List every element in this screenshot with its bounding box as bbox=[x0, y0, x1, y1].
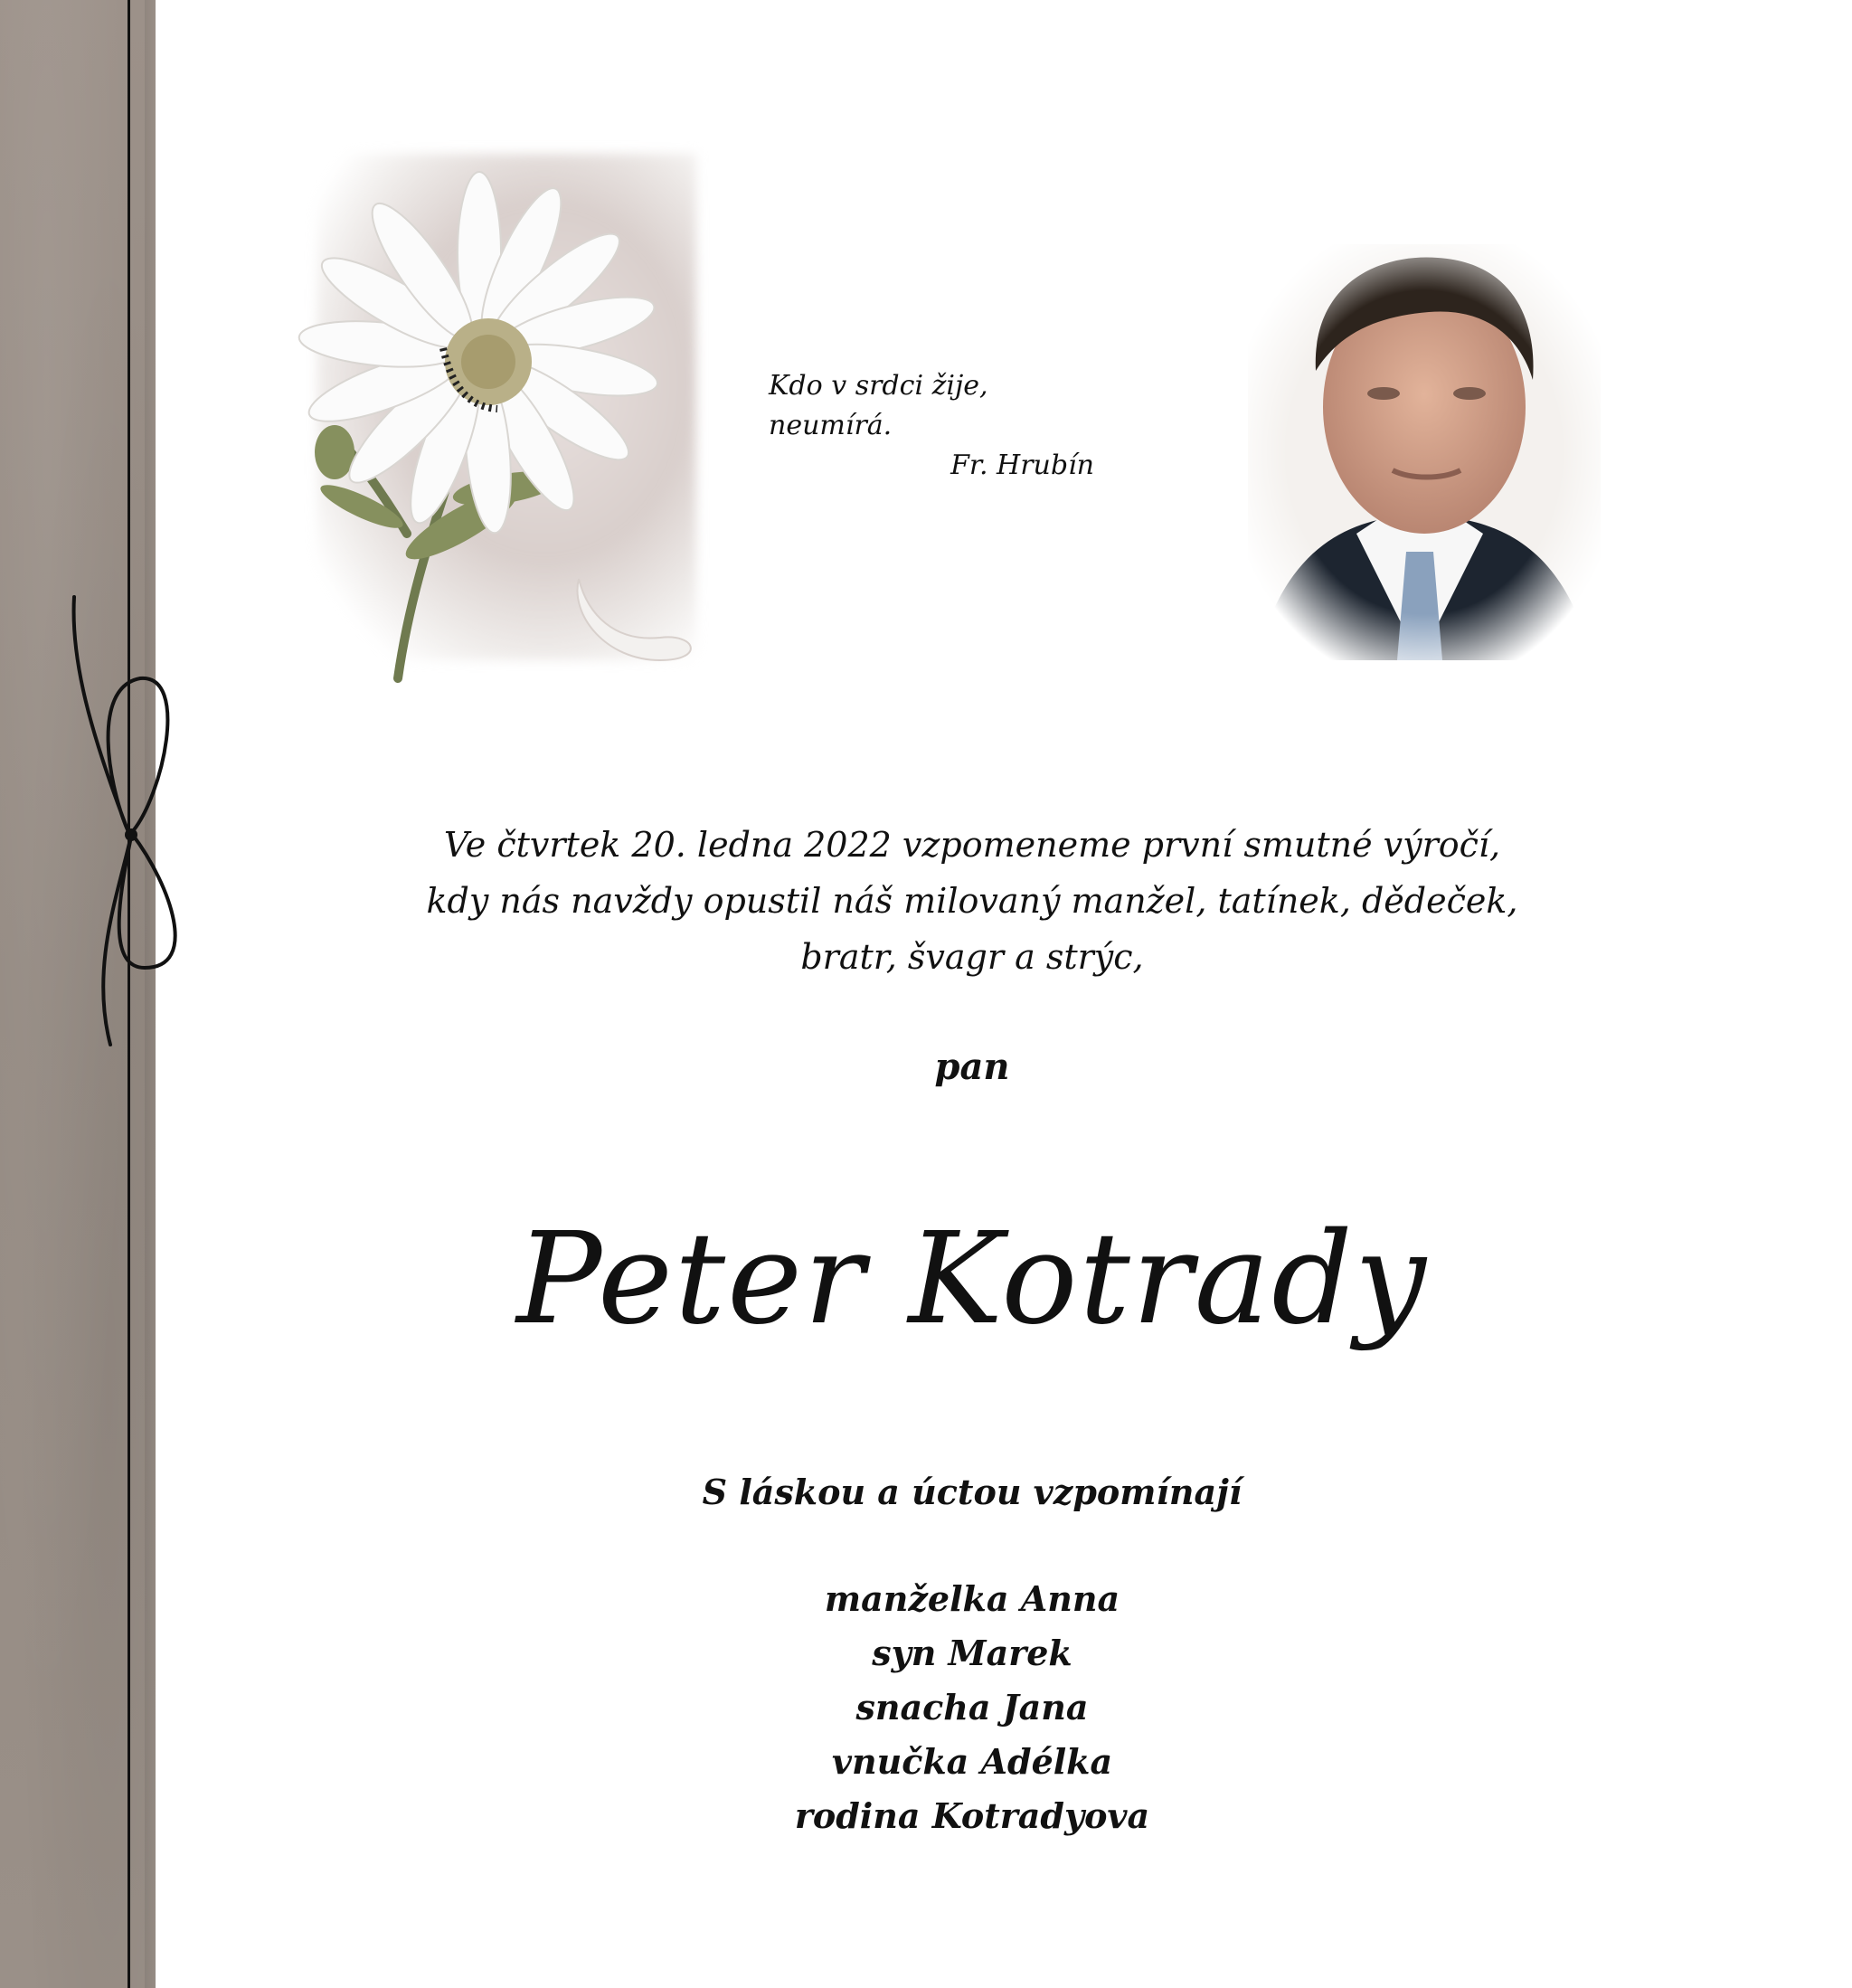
daisy-image bbox=[280, 145, 714, 687]
tribute-line: S láskou a úctou vzpomínají bbox=[702, 1472, 1243, 1512]
intro-line: bratr, švagr a strýc, bbox=[800, 937, 1144, 977]
intro-line: Ve čtvrtek 20. ledna 2022 vzpomeneme první smutné výročí, bbox=[443, 825, 1501, 865]
memorial-intro bbox=[326, 817, 1619, 985]
quote-text: Kdo v srdci žije, neumírá. bbox=[769, 370, 988, 441]
quote-author: Fr. Hrubín bbox=[950, 450, 1094, 481]
family-member: rodina Kotradyova bbox=[794, 1795, 1150, 1836]
family-member: vnučka Adélka bbox=[831, 1741, 1113, 1782]
memorial-quote bbox=[769, 366, 1094, 486]
family-list bbox=[326, 1572, 1619, 1843]
family-member: snacha Jana bbox=[855, 1687, 1089, 1728]
bow-ribbon-icon bbox=[54, 588, 208, 1058]
salutation: pan bbox=[934, 1046, 1010, 1088]
intro-line: kdy nás navždy opustil náš milovaný manžel, tatínek, dědeček, bbox=[426, 881, 1518, 921]
deceased-name: Peter Kotrady bbox=[516, 1206, 1428, 1353]
portrait-photo bbox=[1248, 244, 1601, 660]
family-member: syn Marek bbox=[872, 1633, 1072, 1673]
family-member: manželka Anna bbox=[824, 1578, 1120, 1619]
